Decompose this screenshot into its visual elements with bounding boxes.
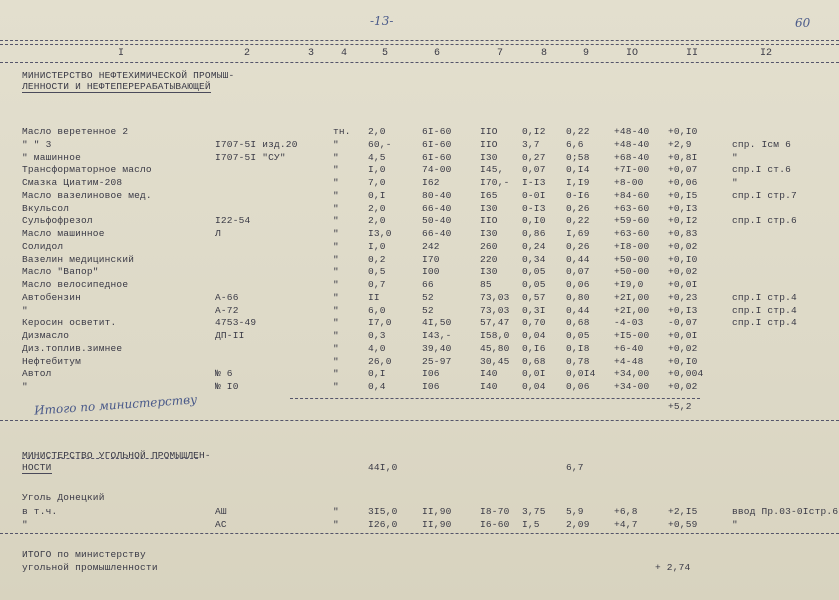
section1-row-6-c10: +84-60 [614, 189, 650, 201]
section1-row-6-c12: спр.I стр.7 [732, 189, 797, 201]
section1-row-16-c2: 4753-49 [215, 317, 257, 329]
section1-row-7-c8: 0-I3 [522, 202, 546, 214]
section1-row-9-c11: +0,83 [668, 228, 698, 239]
section1-row-15-c12: спр.I стр.4 [732, 304, 797, 316]
section1-row-5-c12: " [732, 177, 738, 188]
section1-row-9-c4: " [333, 228, 339, 239]
section1-row-14-c5: II [368, 291, 380, 303]
section1-row-2-c11: +2,9 [668, 138, 692, 150]
section1-row-2-c10: +48-40 [614, 138, 650, 150]
section1-row-9-c5: I3,0 [368, 228, 392, 239]
section1-row-8-c2: I22-54 [215, 215, 251, 227]
section1-row-12-c1: Масло "Вапор" [22, 266, 99, 278]
section2-title-line2: НОСТИ [22, 462, 52, 473]
section1-row-9-c9: I,69 [566, 228, 590, 239]
section2-row-2-c9: 5,9 [566, 505, 584, 517]
section2-row-3-c6: II,90 [422, 519, 452, 530]
column-header-2: 2 [244, 48, 251, 59]
section1-row-12-c4: " [333, 266, 339, 278]
section1-row-19-c7: 30,45 [480, 355, 510, 367]
section1-row-14-c8: 0,57 [522, 291, 546, 303]
section2-total-line1: ИТОГО по министерству [22, 549, 146, 560]
section1-row-4-c10: +7I-00 [614, 164, 650, 176]
section1-row-2-c5: 60,- [368, 138, 392, 150]
section1-row-15-c2: А-72 [215, 304, 239, 316]
column-header-4: 4 [341, 48, 348, 59]
section1-row-16-c4: " [333, 317, 339, 329]
section1-row-14-c9: 0,80 [566, 291, 590, 303]
section1-row-12-c11: +0,02 [668, 266, 698, 278]
section1-row-17-c8: 0,04 [522, 330, 546, 341]
section1-row-19-c1: Нефтебитум [22, 355, 82, 367]
section1-row-14-c6: 52 [422, 291, 434, 303]
section1-row-13-c4: " [333, 279, 339, 290]
section1-row-21-c11: +0,02 [668, 381, 698, 392]
section1-row-3-c4: " [333, 151, 339, 163]
section1-row-6-c6: 80-40 [422, 189, 452, 201]
section1-row-16-c9: 0,68 [566, 317, 590, 329]
column-header-9: 9 [583, 48, 590, 59]
section1-row-18-c6: 39,40 [422, 342, 452, 354]
section1-row-9-c8: 0,86 [522, 228, 546, 239]
section1-row-13-c8: 0,05 [522, 279, 546, 290]
section1-row-5-c8: I-I3 [522, 177, 546, 188]
section1-row-10-c11: +0,02 [668, 240, 698, 252]
section1-row-20-c6: I06 [422, 368, 440, 380]
section-divider [0, 420, 839, 421]
section1-row-8-c8: 0,I0 [522, 215, 546, 227]
section1-row-18-c9: 0,I8 [566, 342, 590, 354]
section2-row-2-c5: 3I5,0 [368, 505, 398, 517]
section2-row-2-c12: ввод Пр.03-0Iстр.6 [732, 505, 839, 517]
section1-row-6-c9: 0-I6 [566, 189, 590, 201]
section1-row-17-c6: I43,- [422, 330, 452, 341]
section1-row-20-c7: I40 [480, 368, 498, 380]
section1-row-21-c6: I06 [422, 381, 440, 392]
section1-row-8-c1: Сульфофрезол [22, 215, 93, 227]
corner-handwritten-number: 60 [795, 16, 811, 30]
section1-row-12-c7: I30 [480, 266, 498, 278]
section1-row-6-c4: " [333, 189, 339, 201]
section1-row-16-c11: -0,07 [668, 317, 698, 329]
section1-row-17-c1: Дизмасло [22, 330, 70, 341]
section1-row-5-c6: I62 [422, 177, 440, 188]
section1-row-8-c10: +59-60 [614, 215, 650, 227]
section1-row-10-c6: 242 [422, 240, 440, 252]
section1-row-20-c10: +34,00 [614, 368, 650, 380]
section1-row-19-c5: 26,0 [368, 355, 392, 367]
section1-row-15-c4: " [333, 304, 339, 316]
section1-row-17-c9: 0,05 [566, 330, 590, 341]
section1-row-14-c10: +2I,00 [614, 291, 650, 303]
section1-row-18-c5: 4,0 [368, 342, 386, 354]
section1-row-1-c7: IIO [480, 126, 498, 137]
section1-row-2-c12: спр. Iсм 6 [732, 138, 792, 150]
section1-row-5-c7: I70,- [480, 177, 510, 188]
section1-row-11-c8: 0,34 [522, 253, 546, 265]
section1-row-16-c8: 0,70 [522, 317, 546, 329]
section1-title-line1: МИНИСТЕРСТВО НЕФТЕХИМИЧЕСКОЙ ПРОМЫШ- [22, 70, 235, 81]
section1-row-7-c1: Вкульсол [22, 202, 70, 214]
section1-row-18-c4: " [333, 342, 339, 354]
section2-row-3-c7: I6-60 [480, 519, 510, 530]
section1-row-4-c9: 0,I4 [566, 164, 590, 176]
section1-title-line2: ЛЕННОСТИ И НЕФТЕПЕРЕРАБАТЫВАЮЩЕЙ [22, 81, 211, 92]
section1-row-11-c11: +0,I0 [668, 253, 698, 265]
section1-row-15-c11: +0,I3 [668, 304, 698, 316]
section1-row-12-c10: +50-00 [614, 266, 650, 278]
section2-row-3-c4: " [333, 519, 339, 530]
section1-row-3-c9: 0;58 [566, 151, 590, 163]
section1-row-21-c8: 0,04 [522, 381, 546, 392]
section1-row-7-c6: 66-40 [422, 202, 452, 214]
section1-row-21-c9: 0,06 [566, 381, 590, 392]
section1-row-18-c7: 45,80 [480, 342, 510, 354]
section1-row-3-c10: +68-40 [614, 151, 650, 163]
section1-total-handwritten: Итого по министерству [33, 392, 198, 418]
section2-row-2-c11: +2,I5 [668, 505, 698, 517]
section1-row-10-c7: 260 [480, 240, 498, 252]
section1-row-16-c12: спр.I стр.4 [732, 317, 797, 329]
section1-row-17-c2: ДП-II [215, 330, 245, 341]
section1-row-18-c11: +0,02 [668, 342, 698, 354]
section2-row-3-c1: " [22, 519, 28, 530]
section1-row-2-c9: 6,6 [566, 138, 584, 150]
column-header-1: I [118, 48, 125, 59]
section1-row-15-c6: 52 [422, 304, 434, 316]
section2-row-3-c8: I,5 [522, 519, 540, 530]
section1-row-1-c9: 0,22 [566, 126, 590, 137]
section2-row-2-c7: I8-70 [480, 505, 510, 517]
section1-row-15-c5: 6,0 [368, 304, 386, 316]
header-rule-top2 [0, 44, 839, 45]
column-header-6: 6 [434, 48, 441, 59]
section2-total-line2: угольной промышленности [22, 562, 158, 573]
section1-row-19-c6: 25-97 [422, 355, 452, 367]
section1-row-11-c5: 0,2 [368, 253, 386, 265]
column-header-12: I2 [760, 48, 773, 59]
section1-row-21-c4: " [333, 381, 339, 392]
section2-title-rule [22, 458, 198, 459]
section1-row-6-c1: Масло вазелиновое мед. [22, 189, 152, 201]
column-header-11: II [686, 48, 699, 59]
section1-row-14-c7: 73,03 [480, 291, 510, 303]
section1-row-17-c7: I58,0 [480, 330, 510, 341]
section1-row-20-c2: № 6 [215, 368, 233, 380]
section2-grand-total: + 2,74 [655, 562, 691, 573]
section1-row-17-c10: +I5-00 [614, 330, 650, 341]
section1-row-9-c6: 66-40 [422, 228, 452, 239]
section1-row-8-c5: 2,0 [368, 215, 386, 227]
section2-row-3-c9: 2,09 [566, 519, 590, 530]
section2-row-2-c4: " [333, 505, 339, 517]
section1-row-1-c5: 2,0 [368, 126, 386, 137]
section1-row-4-c8: 0,07 [522, 164, 546, 176]
section1-row-15-c9: 0,44 [566, 304, 590, 316]
section1-row-19-c11: +0,I0 [668, 355, 698, 367]
section1-row-13-c11: +0,0I [668, 279, 698, 290]
section1-row-1-c8: 0,I2 [522, 126, 546, 137]
section1-row-3-c8: 0,27 [522, 151, 546, 163]
section1-row-11-c1: Вазелин медицинский [22, 253, 135, 265]
section1-row-8-c12: спр.I стр.6 [732, 215, 797, 227]
section1-row-6-c7: I65 [480, 189, 498, 201]
column-header-8: 8 [541, 48, 548, 59]
section1-total-rule [290, 398, 700, 399]
section1-row-5-c5: 7,0 [368, 177, 386, 188]
section1-row-14-c4: " [333, 291, 339, 303]
section1-row-5-c4: " [333, 177, 339, 188]
section1-row-2-c8: 3,7 [522, 138, 540, 150]
section1-row-14-c12: спр.I стр.4 [732, 291, 797, 303]
section1-row-1-c4: тн. [333, 126, 351, 137]
section1-row-10-c9: 0,26 [566, 240, 590, 252]
column-header-5: 5 [382, 48, 389, 59]
section2-row-3-c12: " [732, 519, 738, 530]
section1-row-8-c9: 0,22 [566, 215, 590, 227]
section2-row-2-c2: АШ [215, 505, 227, 517]
section1-row-9-c10: +63-60 [614, 228, 650, 239]
section2-row-2-c6: II,90 [422, 505, 452, 517]
section2-total-c5: 44I,0 [368, 462, 398, 473]
section1-row-5-c11: +0,06 [668, 177, 698, 188]
section1-row-6-c11: +0,I5 [668, 189, 698, 201]
section1-row-14-c11: +0,23 [668, 291, 698, 303]
section1-row-12-c8: 0,05 [522, 266, 546, 278]
section1-row-3-c11: +0,8I [668, 151, 698, 163]
section1-row-20-c5: 0,I [368, 368, 386, 380]
section1-row-17-c5: 0,3 [368, 330, 386, 341]
section1-row-20-c4: " [333, 368, 339, 380]
section1-row-16-c7: 57,47 [480, 317, 510, 329]
section1-row-13-c10: +I9,0 [614, 279, 644, 290]
section1-row-8-c7: IIO [480, 215, 498, 227]
section1-row-11-c9: 0,44 [566, 253, 590, 265]
section1-row-5-c10: +8-00 [614, 177, 644, 188]
section1-row-21-c7: I40 [480, 381, 498, 392]
section1-row-6-c5: 0,I [368, 189, 386, 201]
section1-row-15-c10: +2I,00 [614, 304, 650, 316]
section1-row-9-c2: Л [215, 228, 221, 239]
section1-row-2-c1: " " 3 [22, 138, 52, 150]
section1-row-12-c9: 0,07 [566, 266, 590, 278]
section1-row-18-c8: 0,I6 [522, 342, 546, 354]
section1-row-18-c10: +6-40 [614, 342, 644, 354]
section1-row-15-c8: 0,3I [522, 304, 546, 316]
section1-row-1-c11: +0,I0 [668, 126, 698, 137]
section1-row-1-c6: 6I-60 [422, 126, 452, 137]
section1-row-15-c7: 73,03 [480, 304, 510, 316]
section1-row-7-c9: 0,26 [566, 202, 590, 214]
section1-row-16-c5: I7,0 [368, 317, 392, 329]
section2-row-3-c2: АС [215, 519, 227, 530]
section1-row-15-c1: " [22, 304, 28, 316]
section1-row-8-c6: 50-40 [422, 215, 452, 227]
section1-row-21-c10: +34-00 [614, 381, 650, 392]
section1-row-13-c5: 0,7 [368, 279, 386, 290]
section1-row-6-c8: 0-0I [522, 189, 546, 201]
header-rule-bottom [0, 62, 839, 63]
section1-row-20-c11: +0,004 [668, 368, 704, 380]
section2-total-c9: 6,7 [566, 462, 584, 473]
section1-row-13-c1: Масло велосипедное [22, 279, 129, 290]
section1-row-9-c7: I30 [480, 228, 498, 239]
section1-row-2-c7: IIO [480, 138, 498, 150]
section1-row-10-c1: Солидол [22, 240, 64, 252]
section1-row-7-c11: +0,I3 [668, 202, 698, 214]
section1-row-4-c11: +0,07 [668, 164, 698, 176]
section1-row-21-c2: № I0 [215, 381, 239, 392]
section1-row-10-c8: 0,24 [522, 240, 546, 252]
section1-row-19-c9: 0,78 [566, 355, 590, 367]
section2-bottom-rule [0, 533, 839, 534]
section1-row-3-c7: I30 [480, 151, 498, 163]
section2-row-2-c8: 3,75 [522, 505, 546, 517]
section1-row-3-c5: 4,5 [368, 151, 386, 163]
section1-row-2-c4: " [333, 138, 339, 150]
section1-row-19-c10: +4-48 [614, 355, 644, 367]
section1-row-11-c10: +50-00 [614, 253, 650, 265]
section1-row-16-c6: 4I,50 [422, 317, 452, 329]
section2-row-3-c10: +4,7 [614, 519, 638, 530]
section1-row-19-c4: " [333, 355, 339, 367]
section1-row-2-c6: 6I-60 [422, 138, 452, 150]
section1-row-20-c1: Автол [22, 368, 52, 380]
section1-row-16-c1: Керосин осветит. [22, 317, 117, 329]
section1-row-12-c5: 0,5 [368, 266, 386, 278]
section1-row-13-c9: 0,06 [566, 279, 590, 290]
page-number: -13- [370, 14, 394, 28]
section1-row-1-c1: Масло веретенное 2 [22, 126, 129, 137]
section2-row-2-c1: в т.ч. [22, 505, 58, 517]
section1-row-11-c4: " [333, 253, 339, 265]
section1-row-3-c12: " [732, 151, 738, 163]
section1-row-11-c7: 220 [480, 253, 498, 265]
section1-row-10-c10: +I8-00 [614, 240, 650, 252]
section1-row-14-c2: А-66 [215, 291, 239, 303]
section1-row-17-c11: +0,0I [668, 330, 698, 341]
section1-row-4-c6: 74-00 [422, 164, 452, 176]
section1-row-19-c8: 0,68 [522, 355, 546, 367]
section1-row-9-c1: Масло машинное [22, 228, 105, 239]
section1-total-value: +5,2 [668, 401, 692, 412]
section1-row-12-c6: I00 [422, 266, 440, 278]
section1-row-2-c2: I707-5I изд.20 [215, 138, 298, 150]
section1-row-4-c5: I,0 [368, 164, 386, 176]
section1-row-7-c10: +63-60 [614, 202, 650, 214]
section1-row-18-c1: Диз.топлив.зимнее [22, 342, 123, 354]
section1-row-3-c2: I707-5I "СУ" [215, 151, 286, 163]
section1-row-3-c1: " машинное [22, 151, 82, 163]
section1-row-3-c6: 6I-60 [422, 151, 452, 163]
section2-title-line1: МИНИСТЕРСТВО УГОЛЬНОЙ ПРОМЫШЛЕН- [22, 450, 211, 461]
section1-row-17-c4: " [333, 330, 339, 341]
section1-row-11-c6: I70 [422, 253, 440, 265]
section1-row-4-c4: " [333, 164, 339, 176]
section1-row-20-c8: 0,0I [522, 368, 546, 380]
section1-row-1-c10: +48-40 [614, 126, 650, 137]
section2-row-3-c5: I26,0 [368, 519, 398, 530]
section1-row-14-c1: Автобензин [22, 291, 82, 303]
section1-row-4-c7: I45, [480, 164, 504, 176]
column-header-10: IO [626, 48, 639, 59]
section1-row-5-c9: I,I9 [566, 177, 590, 188]
section1-row-20-c9: 0,0I4 [566, 368, 596, 380]
section1-row-4-c12: спр.I ст.6 [732, 164, 792, 176]
section1-row-13-c6: 66 [422, 279, 434, 290]
section1-row-7-c5: 2,0 [368, 202, 386, 214]
section1-row-7-c7: I30 [480, 202, 498, 214]
section1-row-7-c4: " [333, 202, 339, 214]
column-header-3: 3 [308, 48, 315, 59]
section1-row-21-c5: 0,4 [368, 381, 386, 392]
section1-row-8-c4: " [333, 215, 339, 227]
section2-row-1-c1: Уголь Донецкий [22, 492, 105, 503]
section1-row-4-c1: Трансформаторное масло [22, 164, 152, 176]
header-rule-top [0, 40, 839, 41]
section2-row-3-c11: +0,59 [668, 519, 698, 530]
column-header-7: 7 [497, 48, 504, 59]
section1-row-21-c1: " [22, 381, 28, 392]
section1-row-10-c5: I,0 [368, 240, 386, 252]
section1-row-13-c7: 85 [480, 279, 492, 290]
section1-row-16-c10: -4-03 [614, 317, 644, 329]
section1-row-8-c11: +0,I2 [668, 215, 698, 227]
section2-row-2-c10: +6,8 [614, 505, 638, 517]
section1-row-10-c4: " [333, 240, 339, 252]
section1-row-5-c1: Смазка Циатим-208 [22, 177, 123, 188]
